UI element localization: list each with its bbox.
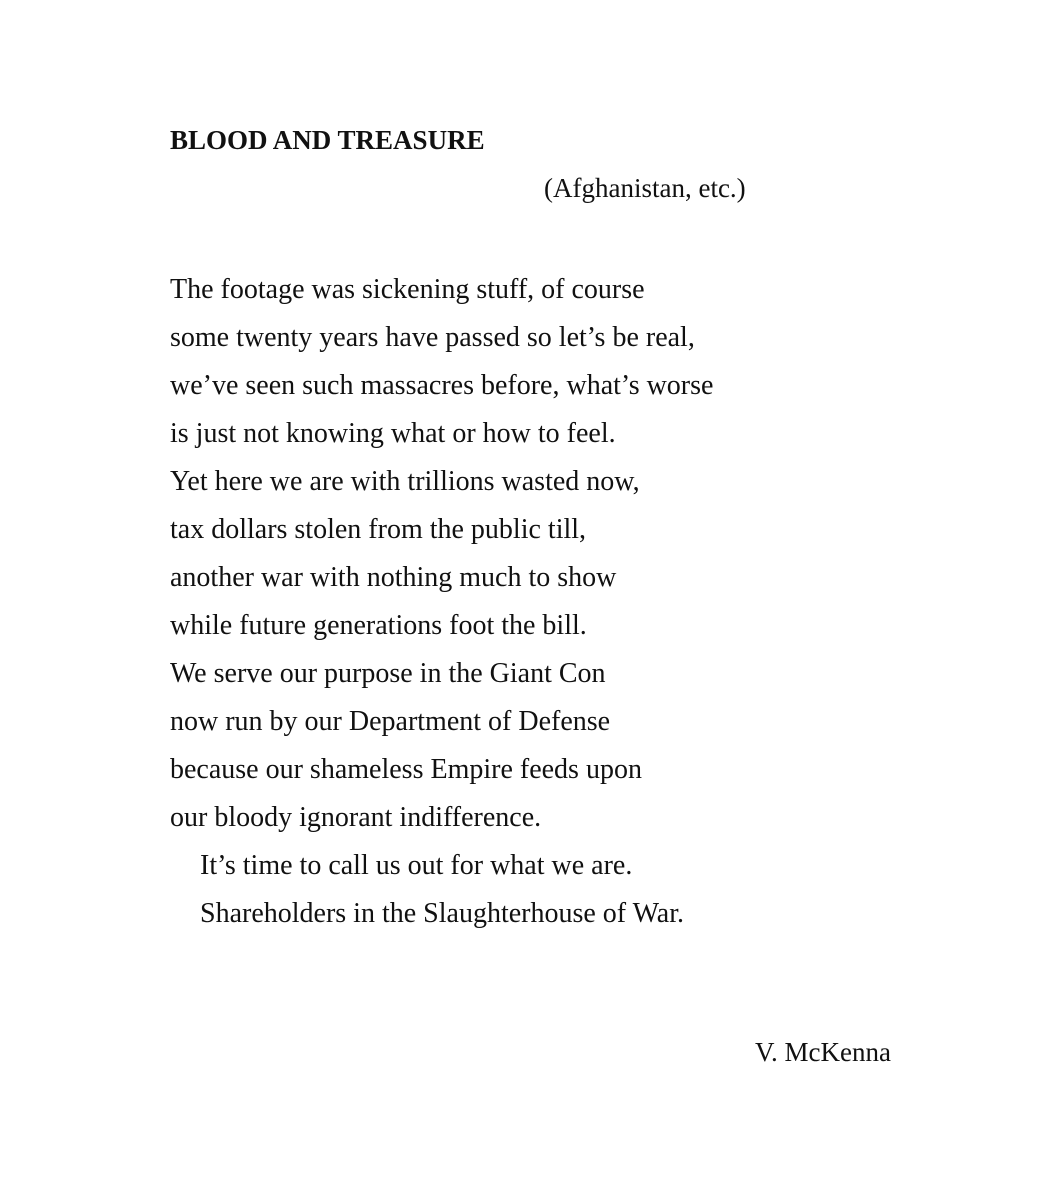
poem-line: we’ve seen such massacres before, what’s worse	[170, 370, 714, 401]
poem-line: while future generations foot the bill.	[170, 610, 587, 641]
poem-line: is just not knowing what or how to feel.	[170, 418, 616, 449]
poem-line: another war with nothing much to show	[170, 562, 617, 593]
poem-line-couplet: Shareholders in the Slaughterhouse of War.	[200, 898, 685, 929]
poem-line: The footage was sickening stuff, of course	[170, 274, 645, 305]
author-signature: V. McKenna	[755, 1037, 891, 1067]
poem-line: some twenty years have passed so let’s be real,	[170, 322, 695, 353]
poem-subtitle: (Afghanistan, etc.)	[544, 173, 746, 203]
poem-line: because our shameless Empire feeds upon	[170, 754, 642, 785]
poem-line: Yet here we are with trillions wasted now,	[170, 466, 640, 497]
poem-line: our bloody ignorant indifference.	[170, 802, 542, 833]
poem-line: now run by our Department of Defense	[170, 706, 611, 737]
poem-title: BLOOD AND TREASURE	[170, 125, 485, 155]
poem-stanza	[170, 266, 713, 938]
poem-line: tax dollars stolen from the public till,	[170, 514, 587, 545]
poem-line: We serve our purpose in the Giant Con	[170, 658, 606, 689]
poem-line-couplet: It’s time to call us out for what we are.	[200, 850, 633, 881]
